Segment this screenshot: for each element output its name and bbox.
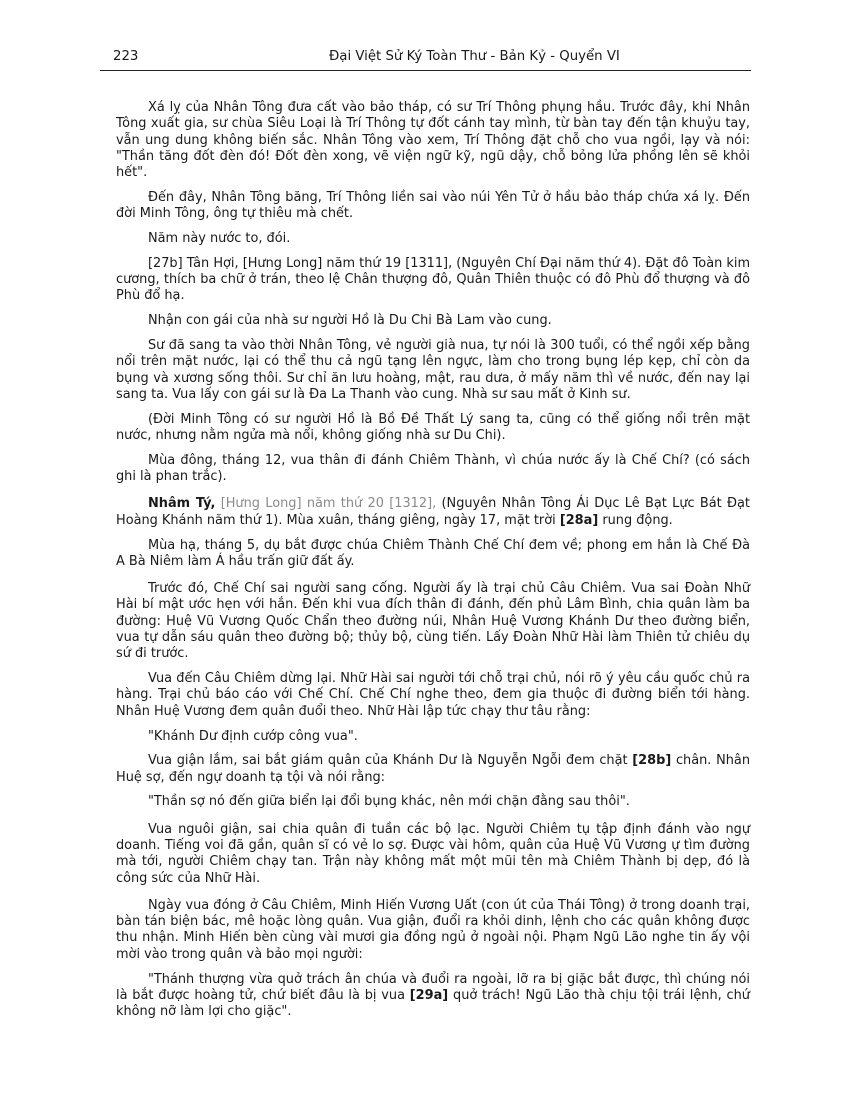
page-header: [100, 46, 751, 71]
paragraph: Xá lỵ của Nhân Tông đưa cất vào bảo tháp, có sư Trí Thông phụng hầu. Trước đây, khi Nhân Tông xuất gia, sư chùa Siêu Loại là Trí Thông tự đốt cánh tay mình, từ bàn tay đến tận khuỷu tay, vẫn ung dung không biến sắc. Nhân Tông vào xem, Trí Thông đặt chỗ cho vua ngồi, lạy và nói: "Thần tăng đốt đèn đó! Đốt đèn xong, vẽ viện ngữ kỹ, ngũ dậy, chỗ bỏng lửa phồng lên sẽ khỏi hết".: [116, 100, 750, 181]
folio-marker: [28a]: [559, 512, 599, 528]
quote-paragraph: "Thánh thượng vừa quở trách ân chúa và đuổi ra ngoài, lỡ ra bị giặc bắt được, thì chúng nói là bắt được hoàng tử, chứ biết đâu là bị vua [29a] quở trách! Ngũ Lão thà chịu tội trái lệnh, chứ không nỡ làm lợi cho giặc".: [116, 971, 750, 1020]
year-heading: Nhâm Tý,: [148, 496, 216, 512]
paragraph: Nhận con gái của nhà sư người Hồ là Du Chi Bà Lam vào cung.: [148, 313, 552, 329]
paragraph: Vua giận lắm, sai bắt giám quân của Khánh Dư là Nguyễn Ngỗi đem chặt [28b] chân. Nhân Huệ sợ, đến ngự doanh tạ tội và nói rằng:: [116, 753, 750, 785]
document-body: [116, 100, 750, 1029]
paragraph: [27b] Tân Hợi, [Hưng Long] năm thứ 19 [1311], (Nguyên Chí Đại năm thứ 4). Đặt đô Toàn kim cương, thích ba chữ ở trán, theo lệ Chân thượng đô, Quân Thiên thuộc có đô Phù đổ thượng và đô Phù đổ hạ.: [116, 255, 750, 304]
folio-marker: [28b]: [632, 753, 672, 769]
paragraph: Mùa đông, tháng 12, vua thân đi đánh Chiêm Thành, vì chúa nước ấy là Chế Chí? (có sách ghi là phan trắc).: [116, 452, 750, 485]
paragraph: Đến đây, Nhân Tông băng, Trí Thông liền sai vào núi Yên Tử ở hầu bảo tháp chứa xá lỵ. Đến đời Minh Tông, ông tự thiêu mà chết.: [116, 189, 750, 222]
paragraph: (Đời Minh Tông có sư người Hồ là Bồ Đề Thất Lý sang ta, cũng có thể giống nổi trên mặt nước, nhưng nằm ngửa mà nổi, không giống nhà sư Du Chi).: [116, 411, 750, 444]
reign-year: [Hưng Long] năm thứ 20 [1312],: [215, 496, 437, 512]
paragraph: Mùa hạ, tháng 5, dụ bắt được chúa Chiêm Thành Chế Chí đem về; phong em hắn là Chế Đà A Bà Niêm làm Á hầu trấn giữ đất ấy.: [116, 537, 750, 569]
quote-paragraph: "Khánh Dư định cướp công vua".: [148, 728, 358, 744]
paragraph: Năm này nước to, đói.: [148, 231, 291, 247]
paragraph: Sư đã sang ta vào thời Nhân Tông, vẻ người già nua, tự nói là 300 tuổi, có thể ngồi xếp bằng nổi trên mặt nước, lại có thể thu cả ngũ tạng lên ngực, làm cho trong bụng lép kẹp, chỉ còn da bụng và xương sống thôi. Sư chỉ ăn lưu hoàng, mật, rau dưa, ở mấy năm thì về nước, đến nay lại sang ta. Vua lấy con gái sư là Đa La Thanh vào cung. Nhà sư sau mất ở Kinh sư.: [116, 338, 750, 402]
quote-paragraph: "Thần sợ nó đến giữa biển lại đổi bụng khác, nên mới chặn đằng sau thôi".: [148, 794, 630, 810]
paragraph: Ngày vua đóng ở Câu Chiêm, Minh Hiến Vương Uất (con út của Thái Tông) ở trong doanh trại, bàn tán biện bác, mê hoặc lòng quân. Vua giận, đuổi ra khỏi dinh, lệnh cho các quân không được thu nhận. Minh Hiến bèn cùng vài mươi gia đồng ngủ ở ngoài nội. Phạm Ngũ Lão nghe tin ấy vội mời vào trong quân và bảo mọi người:: [116, 897, 750, 962]
paragraph: Trước đó, Chế Chí sai người sang cống. Người ấy là trại chủ Câu Chiêm. Vua sai Đoàn Nhữ Hài bí mật ước hẹn với hắn. Đến khi vua đích thân đi đánh, đến phủ Lâm Bình, chia quân làm ba đường: Huệ Vũ Vương Quốc Chẩn theo đường núi, Nhân Huệ Vương Khánh Dư theo đường biển, vua tự dẫn sáu quân theo đường bộ; thủy bộ, cùng tiến. Lấy Đoàn Nhữ Hài làm Thiên tử chiêu dụ sứ đi trước.: [116, 581, 750, 662]
page-number: 223: [113, 49, 139, 64]
running-title: Đại Việt Sử Ký Toàn Thư - Bản Kỷ - Quyển VI: [329, 49, 620, 64]
paragraph: Vua đến Câu Chiêm dừng lại. Nhữ Hài sai người tới chỗ trại chủ, nói rõ ý yêu cầu quốc chủ ra hàng. Trại chủ báo cáo với Chế Chí. Chế Chí nghe theo, đem gia thuộc đi đường biển tới hàng. Nhân Huệ Vương đem quân đuổi theo. Nhữ Hài lập tức chạy thư tâu rằng:: [116, 671, 750, 719]
folio-marker: [29a]: [409, 987, 449, 1003]
paragraph: Vua nguôi giận, sai chia quân đi tuần các bộ lạc. Người Chiêm tụ tập định đánh vào ngự doanh. Tiếng voi đã gần, quân sĩ có vẻ lo sợ. Được vài hôm, quân của Huệ Vũ Vương ự tìm đường mà tới, người Chiêm chạy tan. Trận này không mất một mũi tên mà Chiêm Thành bị dẹp, đó là công sức của Nhữ Hài.: [116, 821, 750, 886]
year-entry-paragraph: Nhâm Tý, [Hưng Long] năm thứ 20 [1312], (Nguyên Nhân Tông Ái Dục Lê Bạt Lực Bát Đạt Hoàng Khánh năm thứ 1). Mùa xuân, tháng giêng, ngày 17, mặt trời [28a] rung động.: [116, 496, 750, 528]
